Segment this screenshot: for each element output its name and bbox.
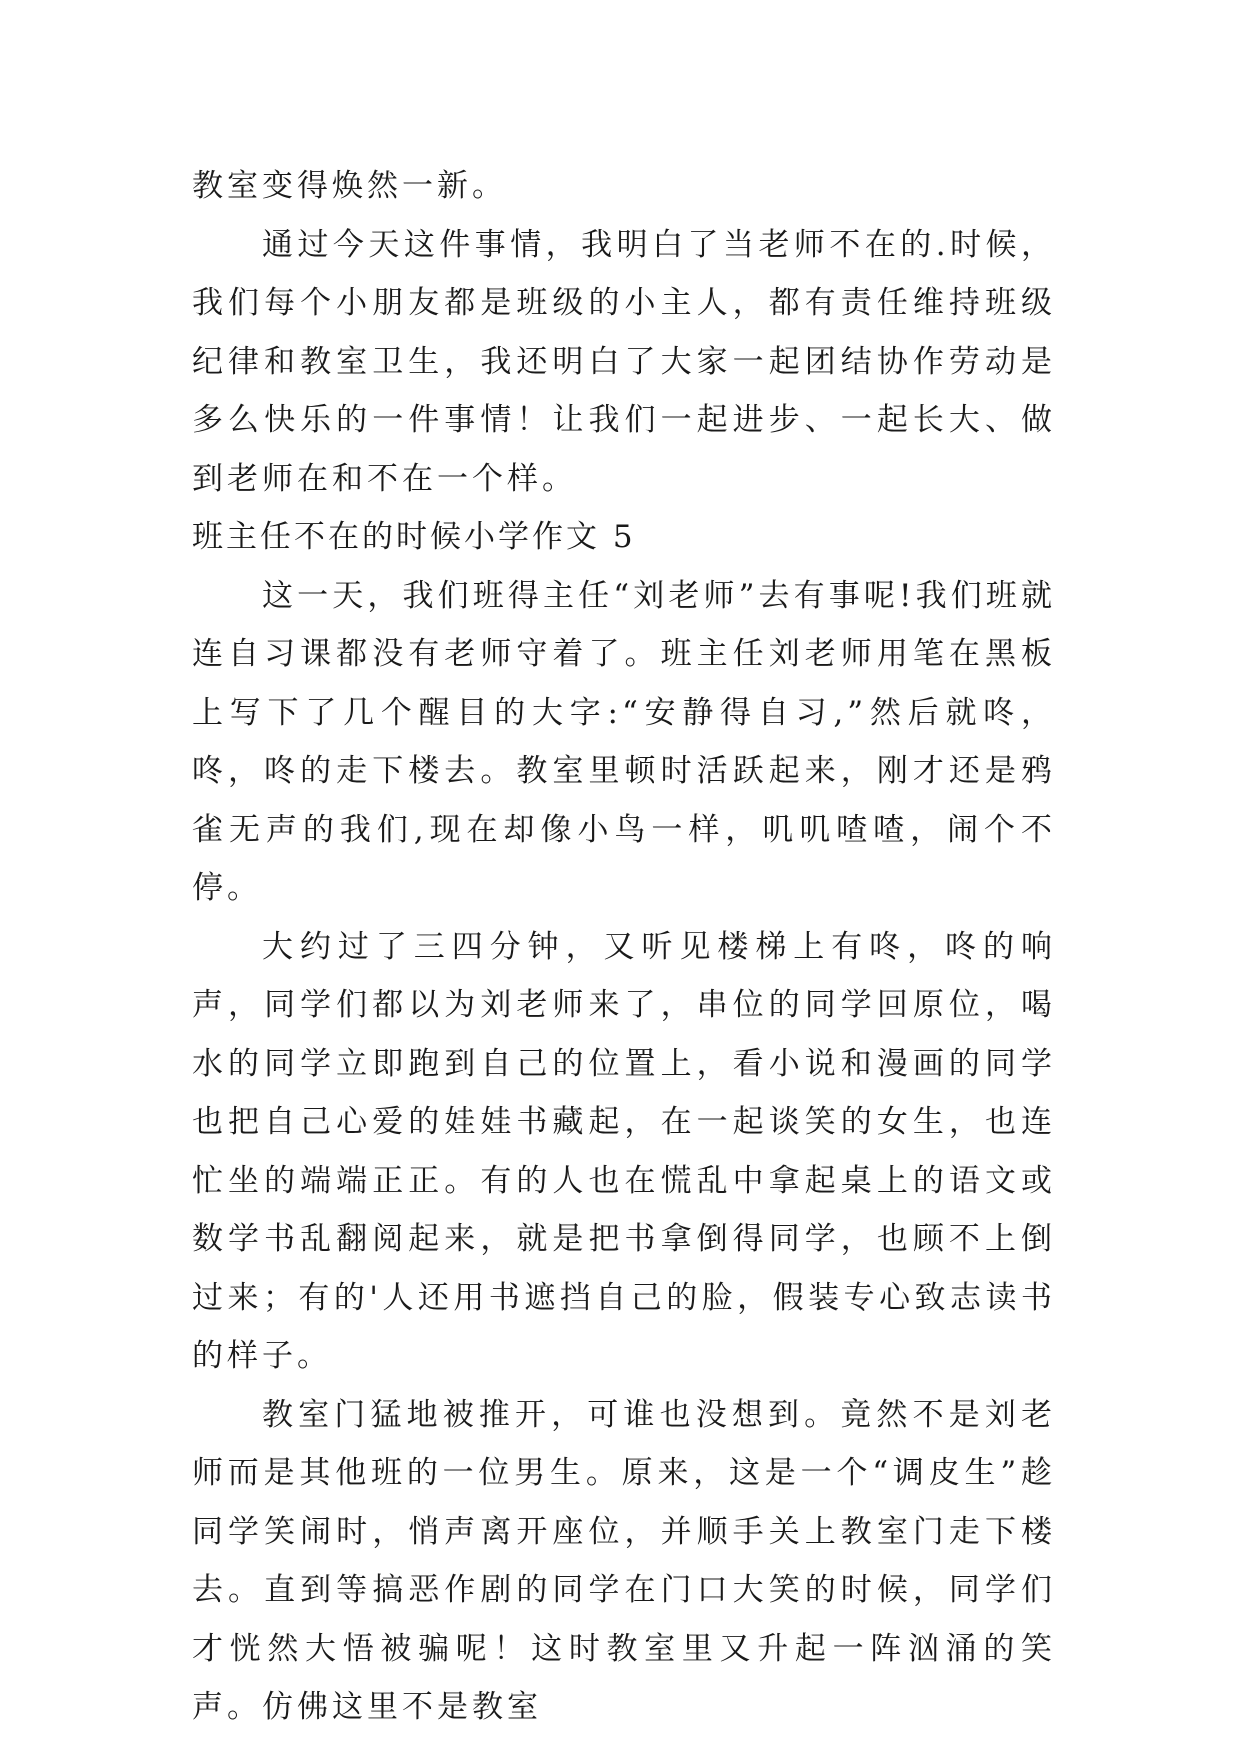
paragraph-reflection: 通过今天这件事情，我明白了当老师不在的.时候，我们每个小朋友都是班级的小主人，都有责任维持班级纪律和教室卫生，我还明白了大家一起团结协作劳动是多么快乐的一件事情！让我们一起进步、一起长大、做到老师在和不在一个样。 [192, 226, 1056, 497]
essay-title: 班主任不在的时候小学作文 5 [192, 519, 636, 555]
paragraph-continuation: 教室变得焕然一新。 [192, 168, 507, 204]
document-body [192, 157, 1056, 1737]
paragraph-footsteps: 大约过了三四分钟，又听见楼梯上有咚，咚的响声，同学们都以为刘老师来了，串位的同学回原位，喝水的同学立即跑到自己的位置上，看小说和漫画的同学也把自己心爱的娃娃书藏起，在一起谈笑的女生，也连忙坐的端端正正。有的人也在慌乱中拿起桌上的语文或数学书乱翻阅起来，就是把书拿倒得同学，也顾不上倒过来；有的'人还用书遮挡自己的脸，假装专心致志读书的样子。 [192, 928, 1056, 1374]
paragraph-door: 教室门猛地被推开，可谁也没想到。竟然不是刘老师而是其他班的一位男生。原来，这是一个“调皮生”趁同学笑闹时，悄声离开座位，并顺手关上教室门走下楼去。直到等搞恶作剧的同学在门口大笑的时候，同学们才恍然大悟被骗呢！这时教室里又升起一阵汹涌的笑声。仿佛这里不是教室 [192, 1396, 1056, 1725]
paragraph-intro: 这一天，我们班得主任“刘老师”去有事呢!我们班就连自习课都没有老师守着了。班主任刘老师用笔在黑板上写下了几个醒目的大字:“安静得自习,”然后就咚，咚，咚的走下楼去。教室里顿时活跃起来，刚才还是鸦雀无声的我们,现在却像小鸟一样，叽叽喳喳，闹个不停。 [192, 577, 1056, 906]
